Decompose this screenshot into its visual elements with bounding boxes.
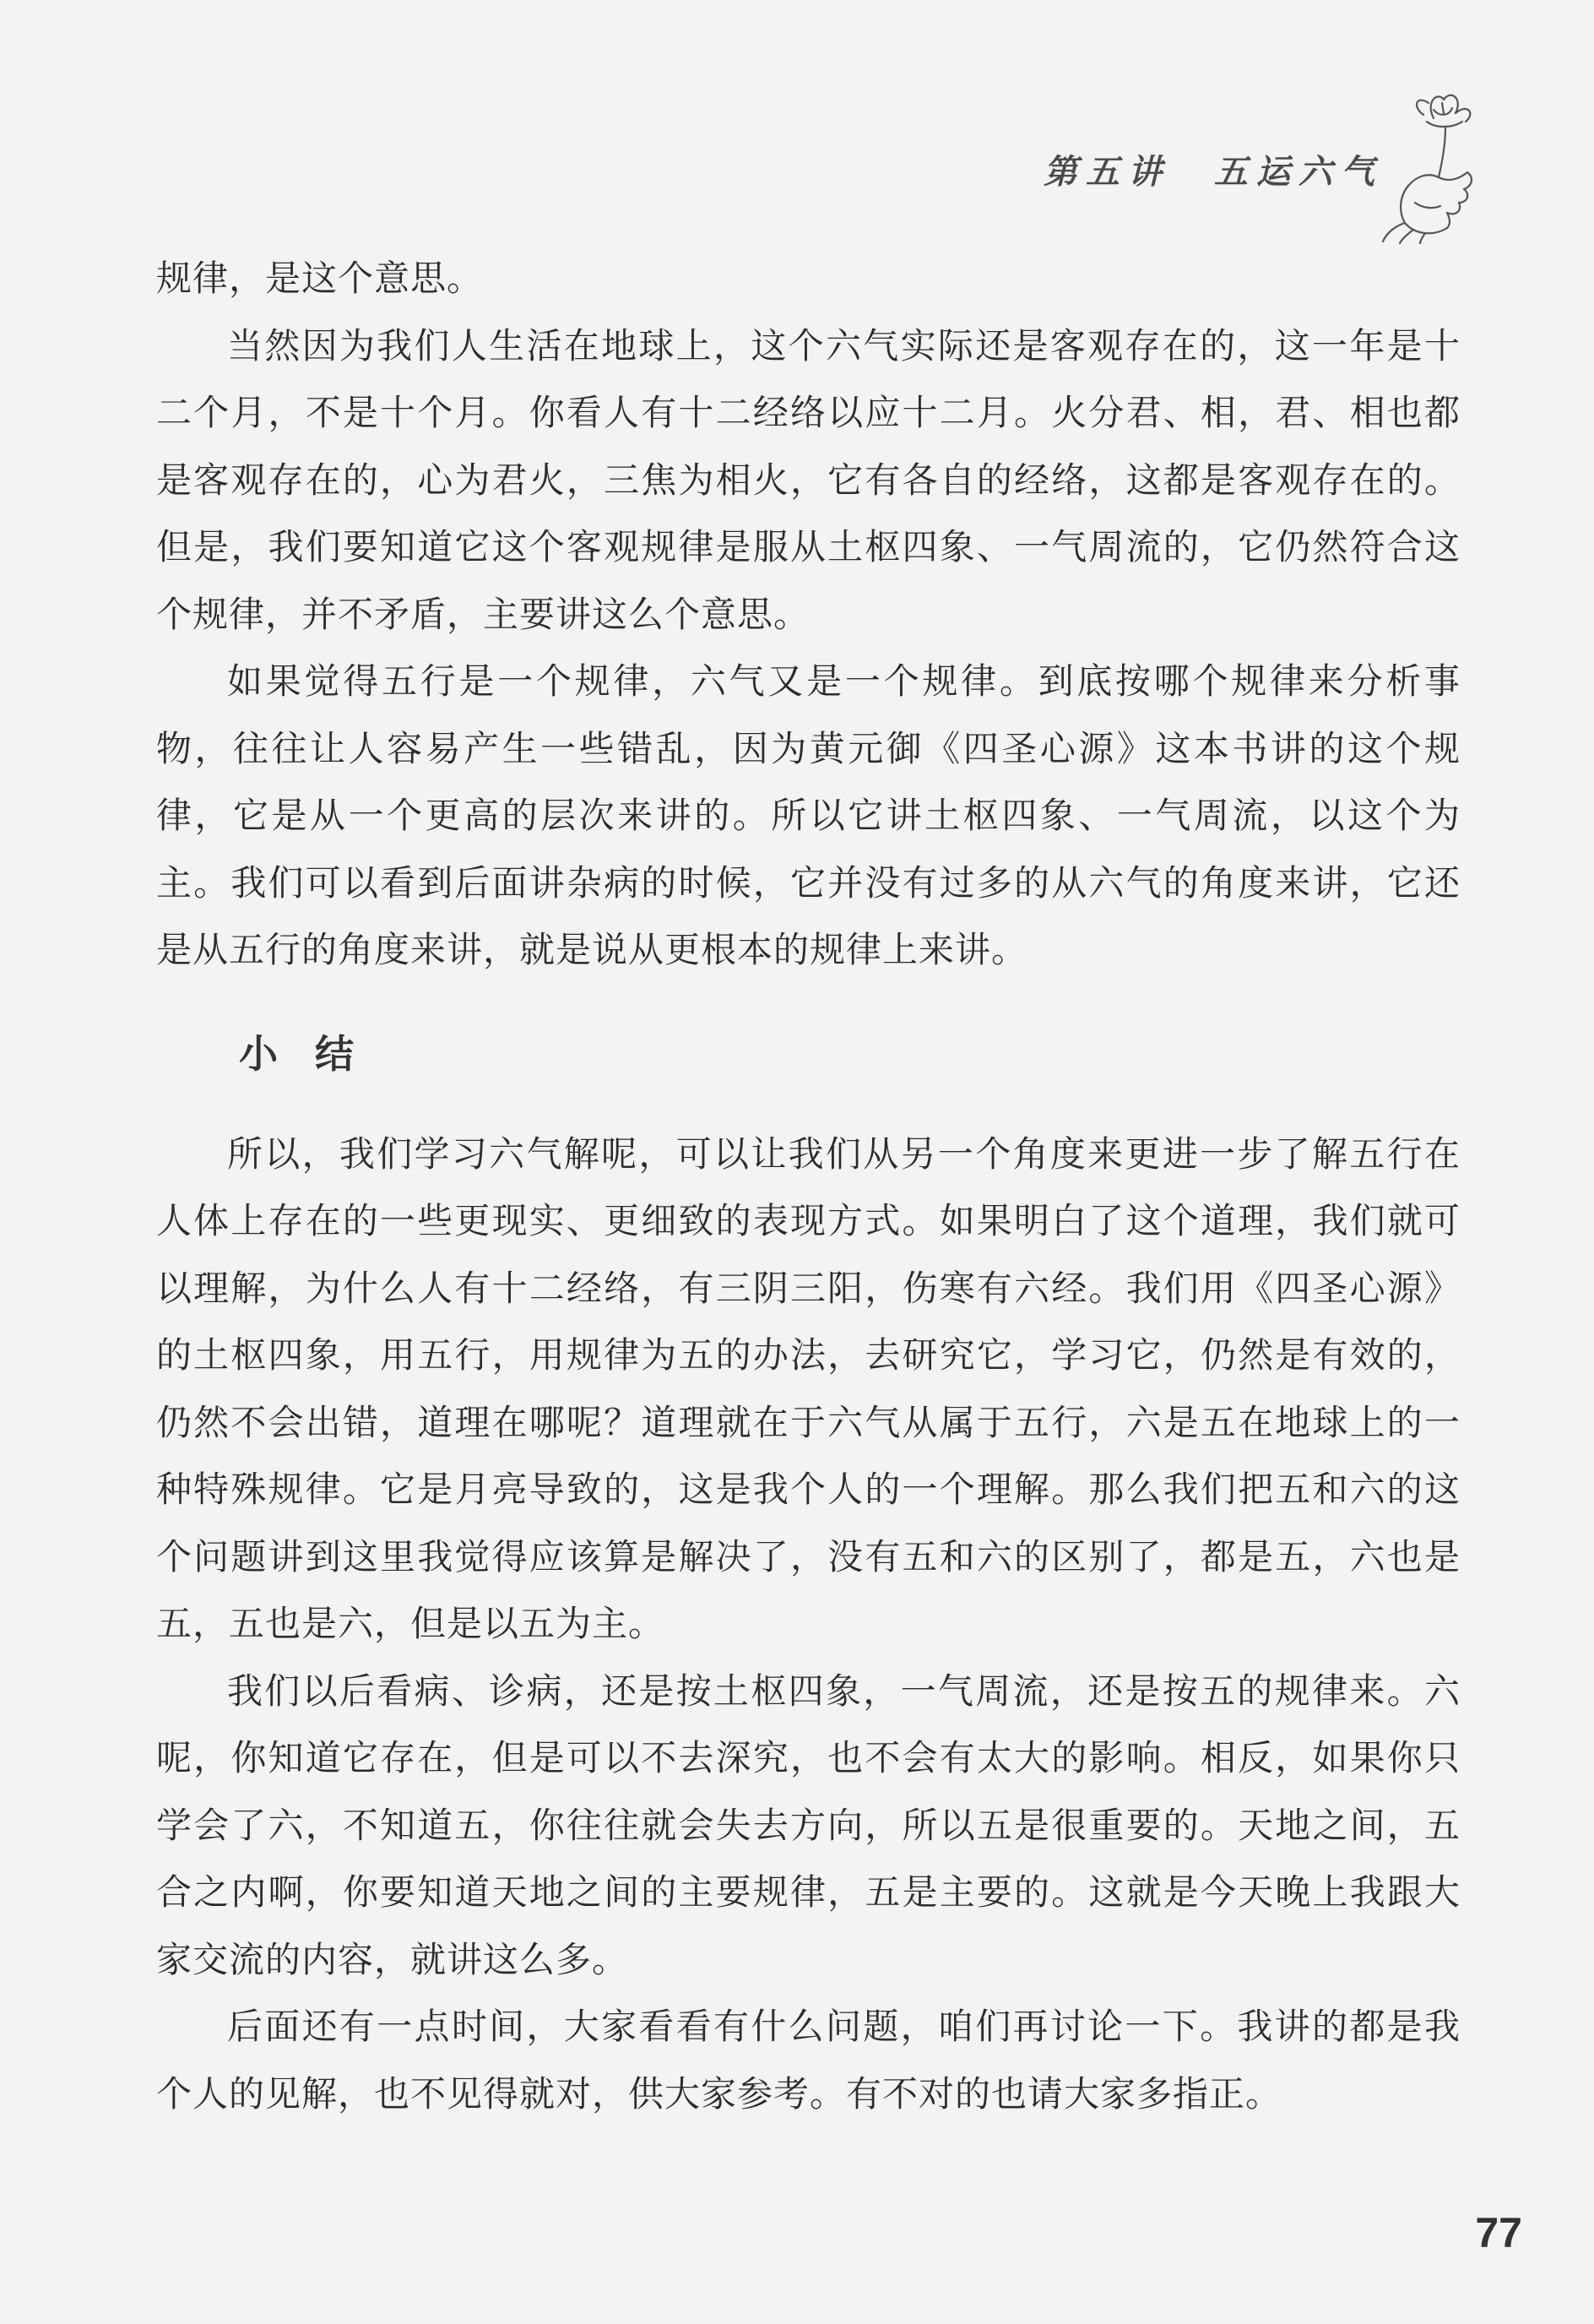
body-text: [156, 245, 1461, 2127]
paragraph: 当然因为我们人生活在地球上，这个六气实际还是客观存在的，这一年是十二个月，不是十个月。你看人有十二经络以应十二月。火分君、相，君、相也都是客观存在的，心为君火，三焦为相火，它有各自的经络，这都是客观存在的。但是，我们要知道它这个客观规律是服从土枢四象、一气周流的，它仍然符合这个规律，并不矛盾，主要讲这么个意思。: [156, 324, 1461, 635]
paragraph: 后面还有一点时间，大家看看有什么问题，咱们再讨论一下。我讲的都是我个人的见解，也不见得就对，供大家参考。有不对的也请大家多指正。: [156, 2006, 1461, 2115]
section-heading: 小结: [239, 1030, 391, 1077]
paragraph-continued: 规律，是这个意思。: [156, 258, 484, 299]
running-header: [1044, 145, 1383, 193]
paragraph: 如果觉得五行是一个规律，六气又是一个规律。到底按哪个规律来分析事物，往往让人容易产生一些错乱，因为黄元御《四圣心源》这本书讲的这个规律，它是从一个更高的层次来讲的。所以它讲土枢四象、一气周流，以这个为主。我们可以看到后面讲杂病的时候，它并没有过多的从六气的角度来讲，它还是从五行的角度来讲，就是说从更根本的规律上来讲。: [156, 660, 1461, 970]
paragraph: 所以，我们学习六气解呢，可以让我们从另一个角度来更进一步了解五行在人体上存在的一些更现实、更细致的表现方式。如果明白了这个道理，我们就可以理解，为什么人有十二经络，有三阴三阳，伤寒有六经。我们用《四圣心源》的土枢四象，用五行，用规律为五的办法，去研究它，学习它，仍然是有效的，仍然不会出错，道理在哪呢？道理就在于六气从属于五行，六是五在地球上的一种特殊规律。它是月亮导致的，这是我个人的一个理解。那么我们把五和六的这个问题讲到这里我觉得应该算是解决了，没有五和六的区别了，都是五，六也是五，五也是六，但是以五为主。: [156, 1132, 1461, 1644]
header-lecture: 第五讲: [1044, 152, 1170, 192]
header-topic: 五运六气: [1214, 152, 1383, 192]
paragraph: 我们以后看病、诊病，还是按土枢四象，一气周流，还是按五的规律来。六呢，你知道它存在，但是可以不去深究，也不会有太大的影响。相反，如果你只学会了六，不知道五，你往往就会失去方向，所以五是很重要的。天地之间，五合之内啊，你要知道天地之间的主要规律，五是主要的。这就是今天晚上我跟大家交流的内容，就讲这么多。: [156, 1670, 1461, 1980]
lotus-hand-icon: [1374, 84, 1501, 245]
page-number: 77: [1475, 2209, 1522, 2256]
